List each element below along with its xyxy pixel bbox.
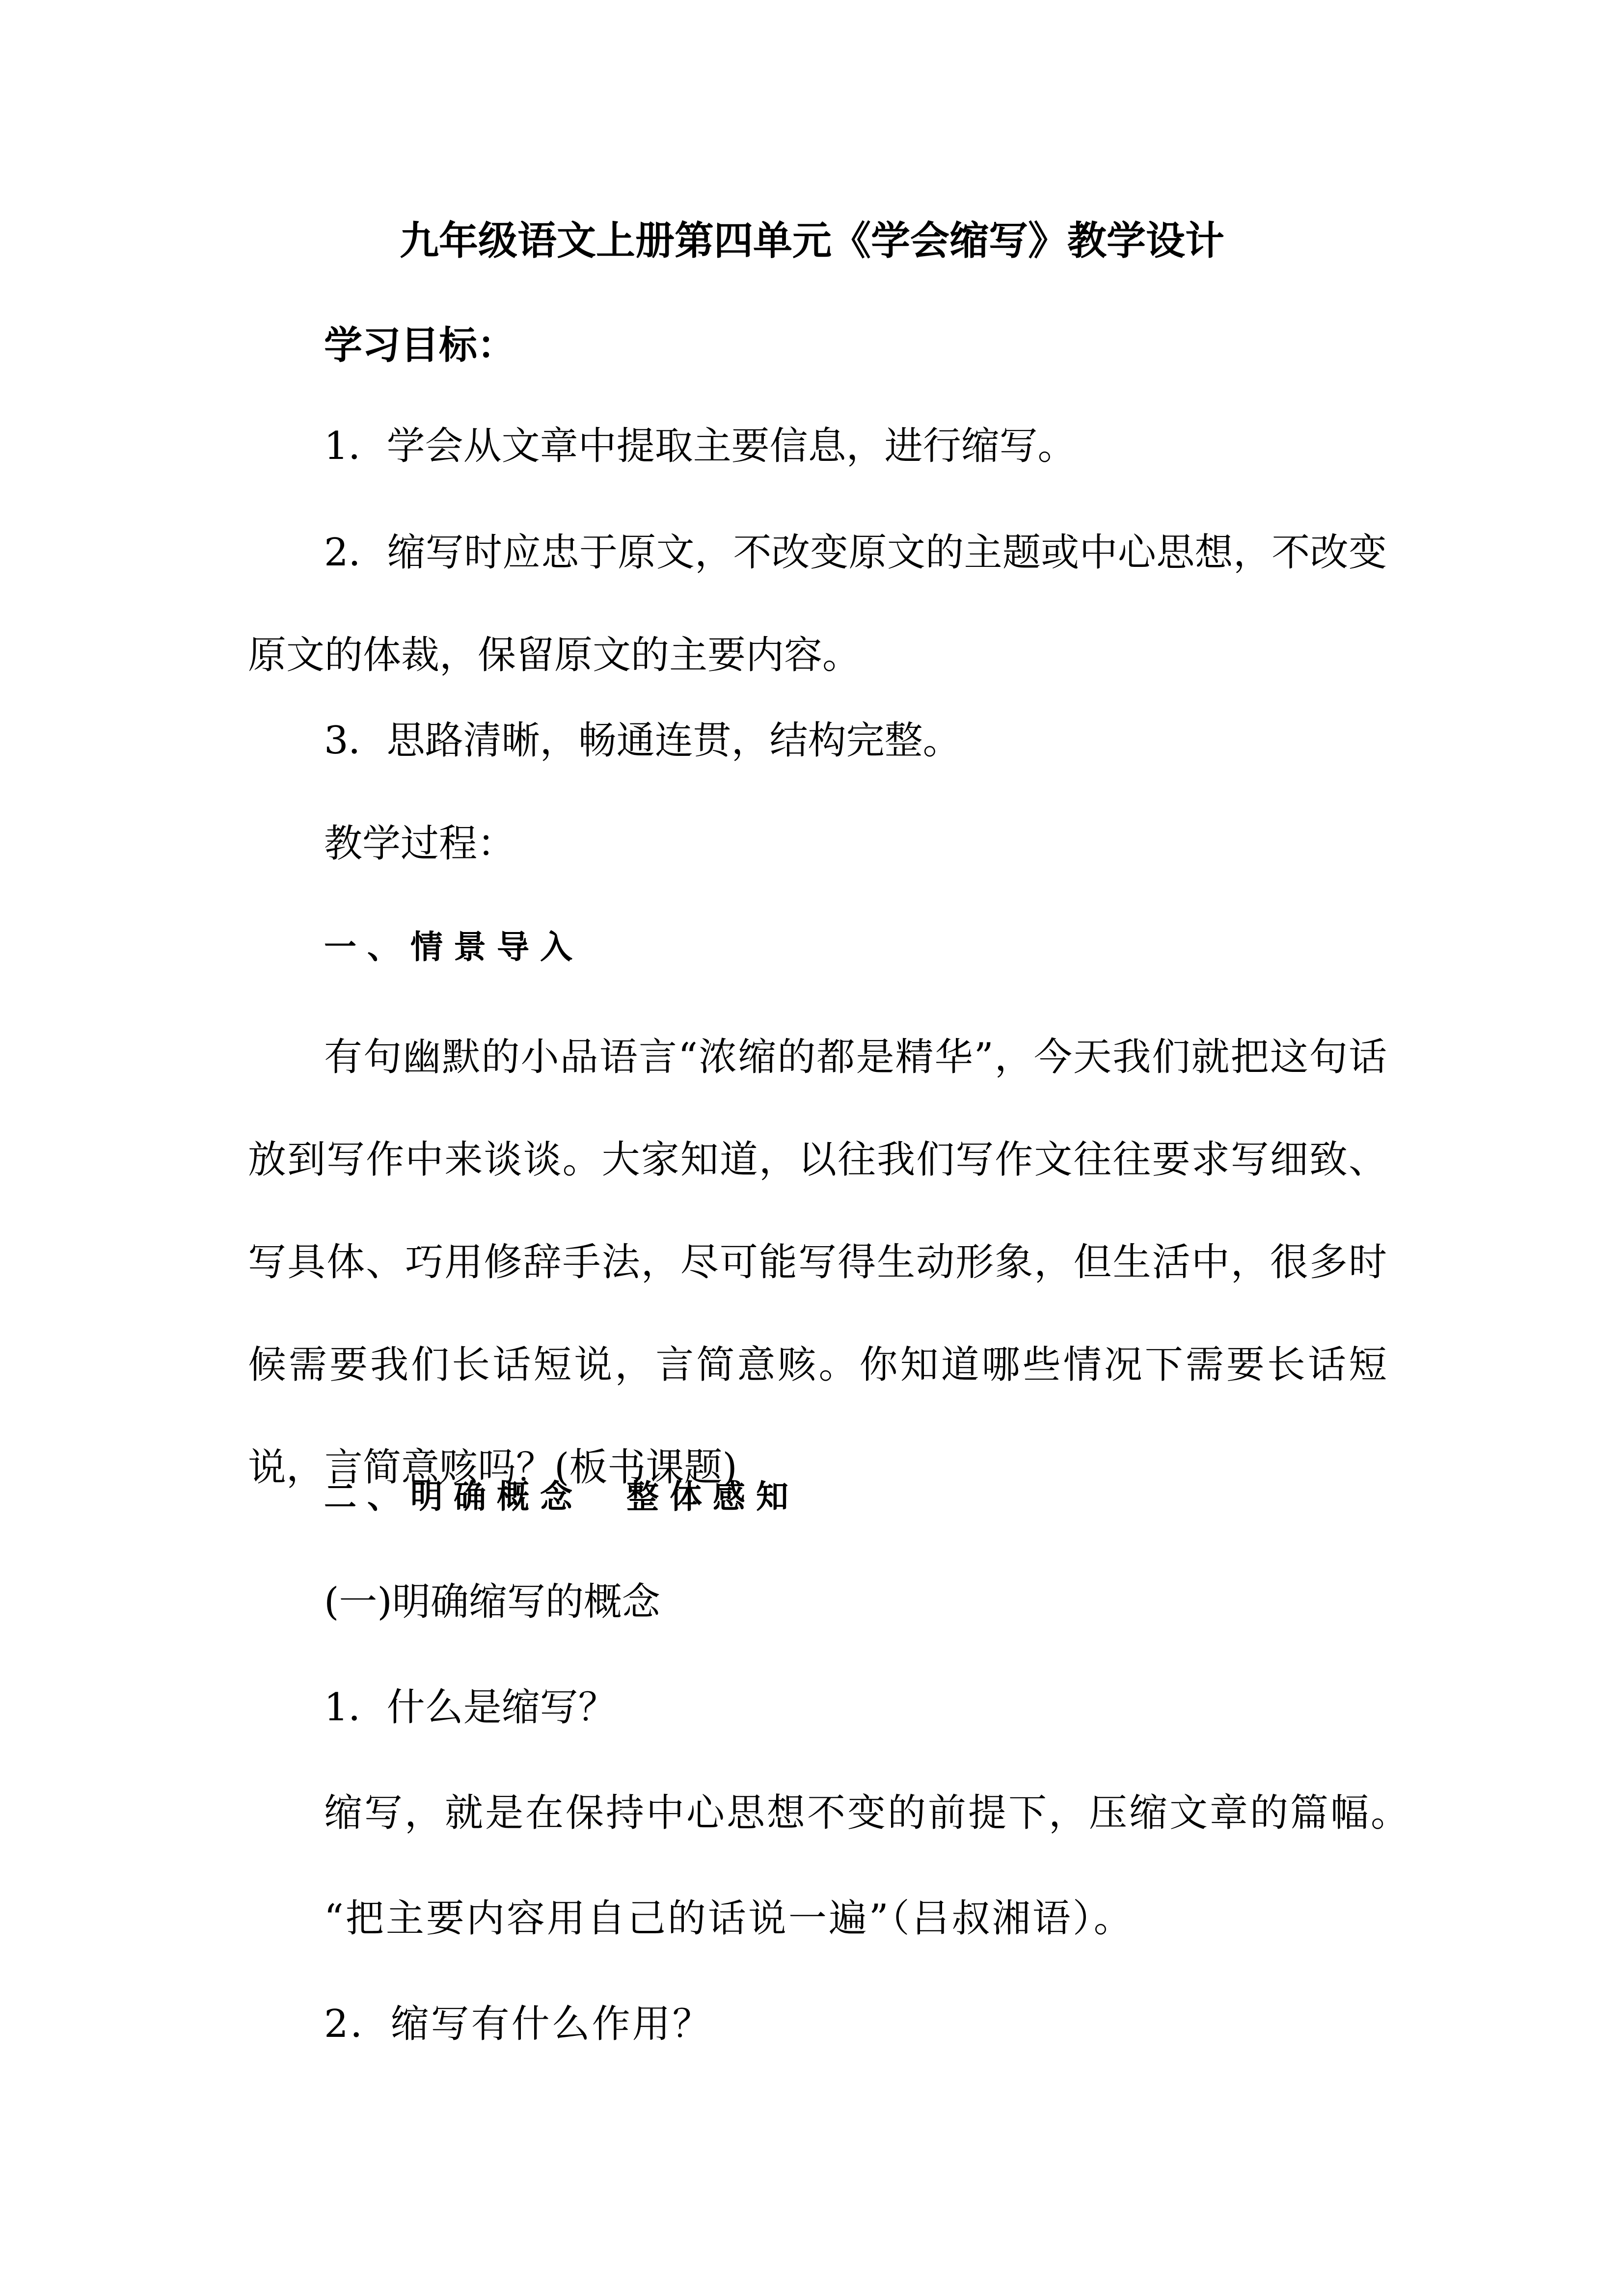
objective-3: 3．思路清晰，畅通连贯，结构完整。	[324, 719, 961, 763]
section-1-heading: 一、情景导入	[324, 928, 583, 966]
section-1-paragraph: 有句幽默的小品语言“浓缩的都是精华”，今天我们就把这句话放到写作中来谈谈。大家知道，以往我们写作文往往要求写细致、写具体、巧用修辞手法，尽可能写得生动形象，但生活中，很多时候需要我们长话短说，言简意赅。你知道哪些情况下需要长话短说，言简意赅吗？(板书课题)	[248, 1035, 1387, 1490]
objective-1: 1．学会从文章中提取主要信息，进行缩写。	[324, 424, 1076, 468]
objective-2: 2．缩写时应忠于原文，不改变原文的主题或中心思想，不改变原文的体裁，保留原文的主要内容。	[248, 531, 1387, 677]
subsection-heading: (一)明确缩写的概念	[324, 1580, 660, 1624]
question-2: 2．缩写有什么作用？	[324, 2002, 713, 2046]
objectives-label: 学习目标：	[324, 323, 516, 368]
quote-text: “把主要内容用自己的话说一遍”（吕叔湘语）。	[324, 1896, 1134, 1941]
process-label: 教学过程：	[324, 822, 516, 866]
document-title: 九年级语文上册第四单元《学会缩写》教学设计	[400, 217, 1224, 264]
question-1: 1．什么是缩写？	[324, 1685, 617, 1730]
section-2-heading: 二、明确概念 整体感知	[324, 1477, 799, 1516]
definition-text: 缩写，就是在保持中心思想不变的前提下，压缩文章的篇幅。	[324, 1791, 1411, 1835]
